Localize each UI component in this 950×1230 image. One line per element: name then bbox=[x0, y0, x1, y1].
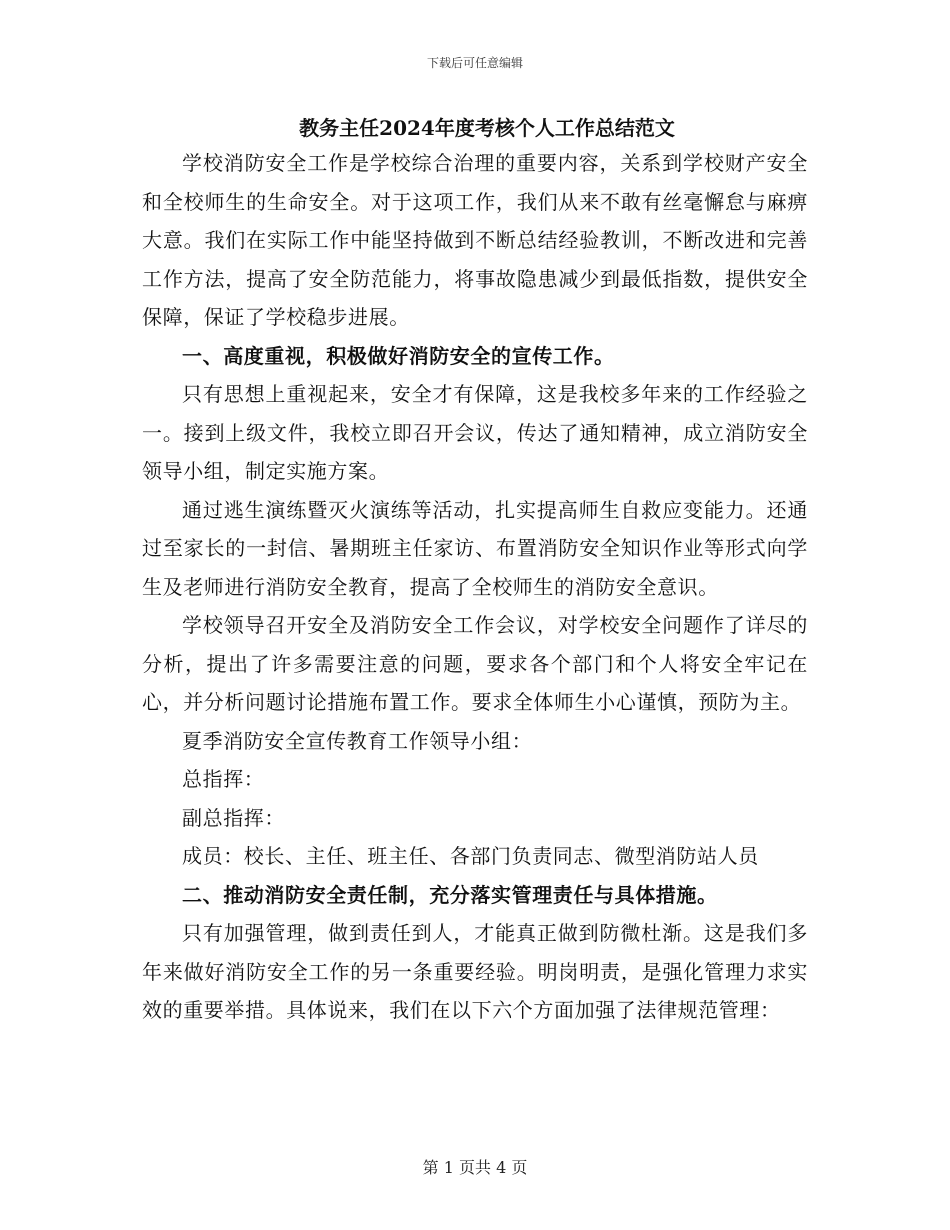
paragraph-intro: 学校消防安全工作是学校综合治理的重要内容，关系到学校财产安全和全校师生的生命安全。对于这项工作，我们从来不敢有丝毫懈怠与麻痹大意。我们在实际工作中能坚持做到不断总结经验教训，不断改进和完善工作方法，提高了安全防范能力，将事故隐患减少到最低指数，提供安全保障，保证了学校稳步进展。 bbox=[142, 151, 808, 329]
document-title: 教务主任2024年度考核个人工作总结范文 bbox=[299, 116, 675, 140]
paragraph-group-title: 夏季消防安全宣传教育工作领导小组： bbox=[182, 728, 533, 753]
paragraph-members: 成员：校长、主任、班主任、各部门负责同志、微型消防站人员 bbox=[182, 844, 759, 868]
paragraph: 通过逃生演练暨灭火演练等活动，扎实提高师生自救应变能力。还通过至家长的一封信、暑期班主任家访、布置消防安全知识作业等形式向学生及老师进行消防安全教育，提高了全校师生的消防安全意识。 bbox=[142, 497, 808, 599]
document-body bbox=[142, 112, 808, 1030]
paragraph-commander: 总指挥： bbox=[182, 767, 265, 791]
section-heading-1: 一、高度重视，积极做好消防安全的宣传工作。 bbox=[182, 343, 615, 368]
section-heading-2: 二、推动消防安全责任制，充分落实管理责任与具体措施。 bbox=[182, 882, 718, 907]
paragraph: 只有思想上重视起来，安全才有保障，这是我校多年来的工作经验之一。接到上级文件，我校立即召开会议，传达了通知精神，成立消防安全领导小组，制定实施方案。 bbox=[142, 382, 808, 483]
paragraph: 只有加强管理，做到责任到人，才能真正做到防微杜渐。这是我们多年来做好消防安全工作的另一条重要经验。明岗明责，是强化管理力求实效的重要举措。具体说来，我们在以下六个方面加强了法律规范管理： bbox=[142, 921, 808, 1022]
paragraph: 学校领导召开安全及消防安全工作会议，对学校安全问题作了详尽的分析，提出了许多需要注意的问题，要求各个部门和个人将安全牢记在心，并分析问题讨论措施布置工作。要求全体师生小心谨慎，预防为主。 bbox=[142, 613, 808, 714]
page-number: 第 1 页共 4 页 bbox=[422, 1158, 528, 1177]
paragraph-deputy-commander: 副总指挥： bbox=[182, 805, 285, 830]
header-note: 下载后可任意编辑 bbox=[426, 56, 523, 70]
